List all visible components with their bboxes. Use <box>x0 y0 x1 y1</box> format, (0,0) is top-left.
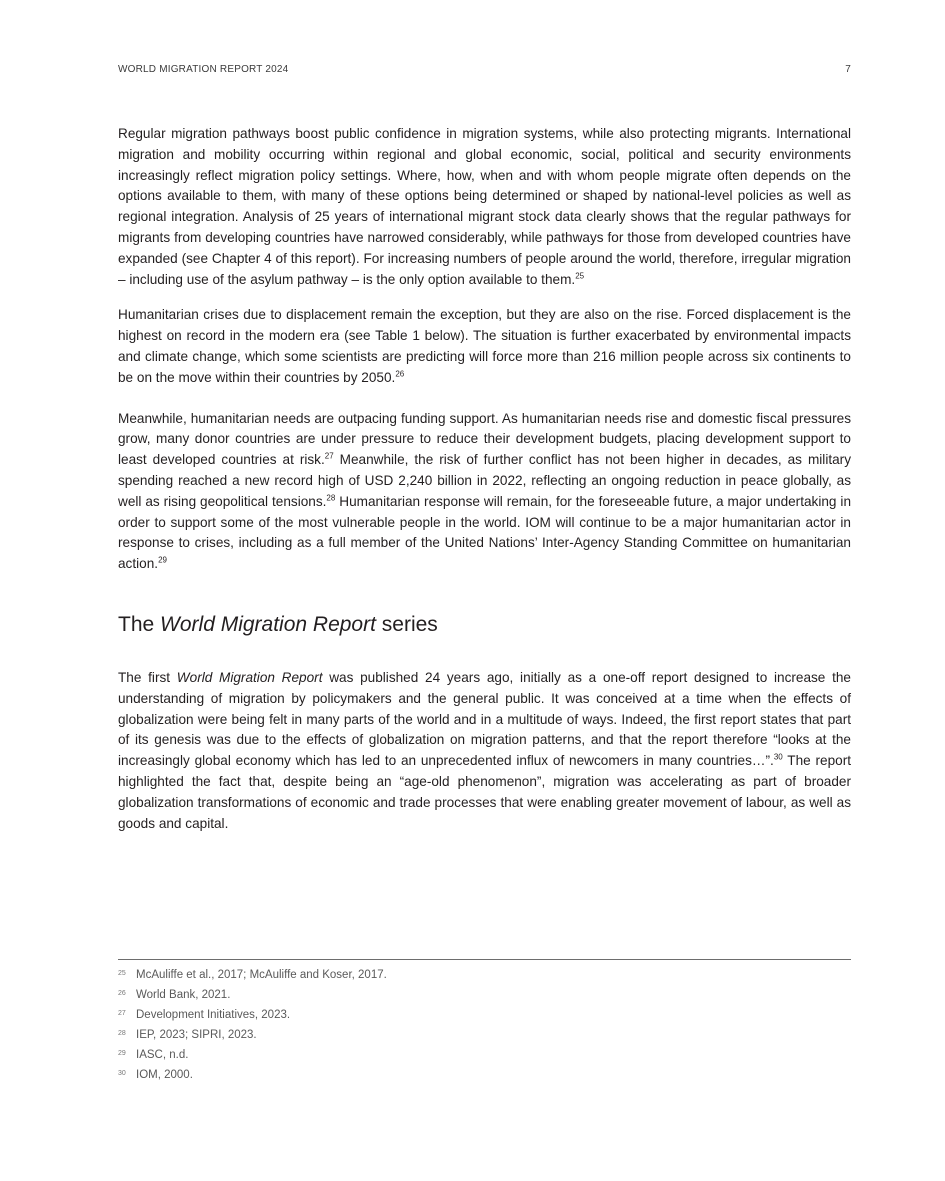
heading-text: The <box>118 612 161 636</box>
footnote <box>118 1026 851 1046</box>
footnote <box>118 986 851 1006</box>
heading-italic-text: World Migration Report <box>160 612 376 636</box>
running-header <box>118 64 851 75</box>
footnote-number: 26 <box>118 990 126 997</box>
footnote-ref-29[interactable]: 29 <box>158 555 167 565</box>
paragraph-text: Humanitarian crises due to displacement remain the exception, but they are also on the rise. Forced displacement is the highest on record in the modern era (see Table 1 below). The situation is further exacerbated by environmental impacts and climate change, which some scientists are predicting will force more than 216 million people across six continents to be on the move within their countries by 2050. <box>118 307 851 385</box>
footnote-text: World Bank, 2021. <box>136 989 231 1001</box>
footnote-number: 25 <box>118 970 126 977</box>
footnote-text: Development Initiatives, 2023. <box>136 1009 291 1021</box>
paragraph-text: Humanitarian response will remain, for the foreseeable future, a major undertaking in order to support some of the most vulnerable people in the world. IOM will continue to be a major humanitarian actor in response to crises, including as a full member of the United Nations’ Inter-Agency Standing Committee on humanitarian action. <box>118 493 851 572</box>
footnotes <box>118 959 851 1086</box>
footnote-text: IASC, n.d. <box>136 1049 189 1061</box>
section-heading <box>118 611 851 639</box>
footnote-text: IOM, 2000. <box>136 1069 193 1081</box>
footnote-ref-28[interactable]: 28 <box>326 493 336 503</box>
footnote-text: IEP, 2023; SIPRI, 2023. <box>136 1029 257 1041</box>
footnote <box>118 1066 851 1086</box>
paragraph-humanitarian-needs <box>118 409 851 575</box>
paragraph-regular-pathways <box>118 124 851 290</box>
footnote-ref-26[interactable]: 26 <box>395 369 405 379</box>
footnote <box>118 966 851 986</box>
paragraph-text: was published 24 years ago, initially as a one-off report designed to increase the understanding of migration by policymakers and the general public. It was conceived at a time when the effects of globalization were being felt in many parts of the world and in a multitude of ways. Indeed, the first report states that part of its genesis was due to the effects of globalization on migration patterns, and that the report therefore “looks at the increasingly global economy which has led to an unprecedented influx of newcomers in many countries…”. <box>118 669 851 769</box>
main-content <box>118 124 851 834</box>
footnote-ref-27[interactable]: 27 <box>324 451 334 461</box>
paragraph-italic-text: World Migration Report <box>176 669 323 685</box>
paragraph-text: Regular migration pathways boost public confidence in migration systems, while also protecting migrants. International migration and mobility occurring within regional and global economic, social, political and security environments increasingly reflect migration policy settings. Where, how, when and with whom people migrate often depends on the options available to them, with many of these options being determined or shaped by national-level policies as well as regional integration. Analysis of 25 years of international migrant stock data clearly shows that the regular pathways for migrants from developing countries have narrowed considerably, while pathways for those from developed countries have expanded (see Chapter 4 of this report). For increasing numbers of people around the world, therefore, irregular migration – including use of the asylum pathway – is the only option available to them. <box>118 126 851 287</box>
footnote-number: 29 <box>118 1050 126 1057</box>
footnote-ref-30[interactable]: 30 <box>773 752 783 762</box>
report-title: WORLD MIGRATION REPORT 2024 <box>118 64 289 75</box>
footnote-number: 30 <box>118 1070 126 1077</box>
footnote-text: McAuliffe et al., 2017; McAuliffe and Koser, 2017. <box>136 969 387 981</box>
paragraph-text: The report highlighted the fact that, despite being an “age-old phenomenon”, migration was accelerating as part of broader globalization transformations of economic and trade processes that were enabling greater movement of labour, as well as goods and capital. <box>118 753 852 831</box>
footnote <box>118 1046 851 1066</box>
page-number: 7 <box>845 64 851 75</box>
heading-text: series <box>375 612 438 636</box>
paragraph-humanitarian-crises <box>118 305 851 388</box>
footnote-number: 27 <box>118 1010 126 1017</box>
paragraph-text: Meanwhile, the risk of further conflict has not been higher in decades, as military spending reached a new record high of USD 2,240 billion in 2022, reflecting an ongoing reduction in peace globally, as well as rising geopolitical tensions. <box>118 452 851 509</box>
footnote-ref-25[interactable]: 25 <box>575 271 585 281</box>
footnote-number: 28 <box>118 1030 126 1037</box>
paragraph-text: The first <box>118 669 177 685</box>
paragraph-text: Meanwhile, humanitarian needs are outpacing funding support. As humanitarian needs rise and domestic fiscal pressures grow, many donor countries are under pressure to reduce their development budgets, placing development support to least developed countries at risk. <box>118 410 851 468</box>
footnote <box>118 1006 851 1026</box>
paragraph-report-series <box>118 668 851 834</box>
